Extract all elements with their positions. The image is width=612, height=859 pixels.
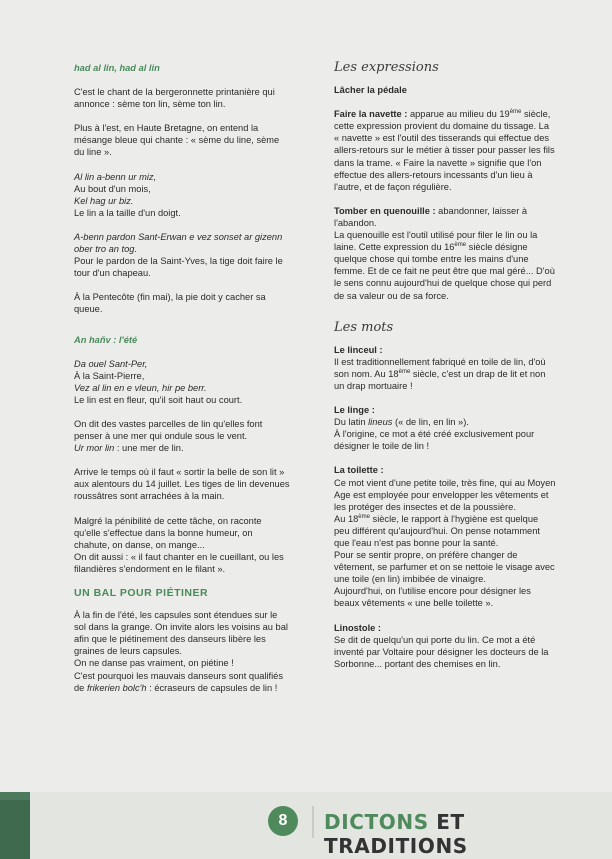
expression-entry: [334, 205, 556, 302]
paragraph: Arrive le temps où il faut « sortir la belle de son lit » aux alentours du 14 juillet. Les tiges de lin devenues roussâtres sont arrachées à la main.: [74, 467, 290, 502]
definition: À l'origine, ce mot a été créé exclusivement pour désigner le toile de lin !: [334, 429, 535, 452]
breton-term: frikerien bolc'h: [86, 682, 147, 693]
french-line: Le lin est en fleur, qu'il soit haut ou court.: [74, 394, 243, 405]
french-line: Le lin a la taille d'un doigt.: [74, 207, 181, 218]
definition: (« de lin, en lin »).: [392, 417, 469, 428]
footer-title-part: ET TRADITIONS: [324, 810, 468, 858]
french-line: Au bout d'un mois,: [74, 183, 151, 194]
page-number-badge: 8: [268, 806, 298, 836]
proverb-block: [74, 231, 290, 279]
breton-line: A-benn pardon Sant-Erwan e vez sonset ar gizenn ober tro an tog.: [74, 231, 283, 255]
paragraph-line: On dit des vastes parcelles de lin qu'elles font penser à une mer qui ondule sous le vent.: [74, 418, 263, 442]
paragraph-text: C'est pourquoi les mauvais danseurs sont qualifiés de: [74, 670, 284, 693]
section-heading-hadalin: had al lin, had al lin: [74, 63, 160, 73]
paragraph: [74, 418, 290, 454]
term: Le linceul :: [334, 344, 383, 355]
paragraph-line: On dit aussi : « il faut chanter en le cueillant, ou les filandières s'endorment en le filant ».: [74, 551, 284, 574]
word-entry: [334, 344, 556, 392]
superscript: ème: [398, 368, 411, 375]
paragraph: [74, 515, 290, 575]
footer-title-part: DICTONS: [324, 810, 429, 834]
definition: abandonner, laisser à l'abandon.: [334, 205, 528, 228]
definition: Ce mot vient d'une petite toile, très fine, qui au Moyen Age est employée pour envelopper les vêtements et les protéger des insectes et de la poussière.: [334, 477, 556, 512]
proverb-block: [74, 358, 290, 406]
paragraph-line: On ne danse pas vraiment, on piétine !: [74, 658, 234, 669]
right-column: [334, 62, 556, 682]
term: Le linge :: [334, 405, 375, 416]
definition: Au 18: [334, 513, 359, 524]
section-heading-mots: Les mots: [334, 319, 394, 335]
superscript: ème: [509, 109, 522, 116]
definition: Il est traditionnellement fabriqué en toile de lin, d'où son nom. Au 18: [334, 356, 546, 379]
term: Linostole :: [334, 622, 381, 633]
definition: Du latin: [334, 417, 369, 428]
term: La toilette :: [334, 465, 384, 476]
expression-title: Lâcher la pédale: [334, 85, 407, 96]
french-line: Pour le pardon de la Saint-Yves, la tige doit faire le tour d'un chapeau.: [74, 256, 283, 279]
paragraph-text: : écraseurs de capsules de lin !: [146, 682, 278, 693]
paragraph-line: À la fin de l'été, les capsules sont étendues sur le sol dans la grange. On invite alors les voisins au bal afin que le piétinement des danseurs libère les graines de leurs capsules.: [74, 610, 288, 657]
section-heading-anhanv: An hañv : l'été: [74, 334, 138, 345]
footer-title: [324, 810, 612, 858]
breton-line: Kel hag ur biz.: [74, 195, 134, 206]
breton-line: Vez al lin en e vleun, hir pe berr.: [74, 382, 207, 393]
section-heading-bal: UN BAL POUR PIÉTINER: [74, 587, 209, 599]
expression-entry: [334, 108, 556, 193]
term: Tomber en quenouille :: [334, 205, 436, 216]
paragraph: Plus à l'est, en Haute Bretagne, on entend la mésange bleue qui chante : « sème du line, sème du line ».: [74, 123, 280, 158]
word-entry: [334, 404, 556, 452]
proverb-block: [74, 171, 290, 219]
paragraph: [74, 609, 290, 694]
section-heading-expressions: Les expressions: [334, 60, 439, 75]
left-column: [74, 62, 290, 706]
term: Faire la navette :: [334, 109, 408, 120]
breton-line: Da ouel Sant-Per,: [74, 358, 148, 369]
definition: siècle désigne quelque chose qui tombe entre les mains d'une femme. Et de ce fait ne peut être que mal géré... D'où le sens connu aujourd'hui de quelque chose qui perd de sa valeur ou de sa force.: [334, 242, 555, 301]
word-entry: [334, 622, 556, 670]
definition: siècle, c'est un drap de lit et non un drap mortuaire !: [334, 368, 546, 391]
footer-accent-bar-dark: [0, 800, 30, 859]
definition: Se dit de quelqu'un qui porte du lin. Ce mot a été inventé par Voltaire pour désigner les docteurs de la Sorbonne... portant des chemises en lin.: [334, 634, 549, 669]
definition: siècle, le rapport à l'hygiène est quelque peu différent qu'aujourd'hui. On pense notamment que l'eau n'est pas bonne pour la santé.: [334, 513, 540, 548]
paragraph: À la Pentecôte (fin mai), la pie doit y cacher sa queue.: [74, 292, 266, 315]
definition: Aujourd'hui, on l'utilise encore pour désigner les beaux vêtements « une belle toilette ».: [334, 586, 531, 609]
paragraph-text: : une mer de lin.: [114, 443, 184, 454]
definition: apparue au milieu du 19: [407, 109, 510, 120]
definition: siècle, cette expression provient du domaine du tissage. La « navette » est l'outil des tisserands qui effectue des allers-retours sur le métier à tisser pour passer les fils dans la trame. « Faire la navette » signifie que l'on effectue des allers-retours incessants d'un lieu à l'autre, et de façon régulière.: [334, 109, 555, 192]
definition: La quenouille est l'outil utilisé pour filer le lin ou la laine. Cette expression du 16: [334, 230, 538, 253]
superscript: ème: [454, 242, 467, 249]
breton-term: Ur mor lin: [74, 443, 115, 454]
word-entry: [334, 464, 556, 609]
paragraph: C'est le chant de la bergeronnette printanière qui annonce : sème ton lin, sème ton lin.: [74, 87, 275, 110]
footer-divider: [312, 806, 314, 838]
definition: Pour se sentir propre, on préfère changer de vêtement, se parfumer et on se nettoie le visage avec une toile (en lin) imbibée de vinaigre.: [334, 550, 555, 585]
superscript: ème: [358, 513, 370, 520]
french-line: À la Saint-Pierre,: [74, 370, 145, 381]
latin-term: lineus: [368, 417, 393, 428]
paragraph-line: Malgré la pénibilité de cette tâche, on raconte qu'elle s'effectue dans la bonne humeur, on chahute, on danse, on mange...: [74, 515, 262, 550]
breton-line: Al lin a-benn ur miz,: [74, 171, 157, 182]
